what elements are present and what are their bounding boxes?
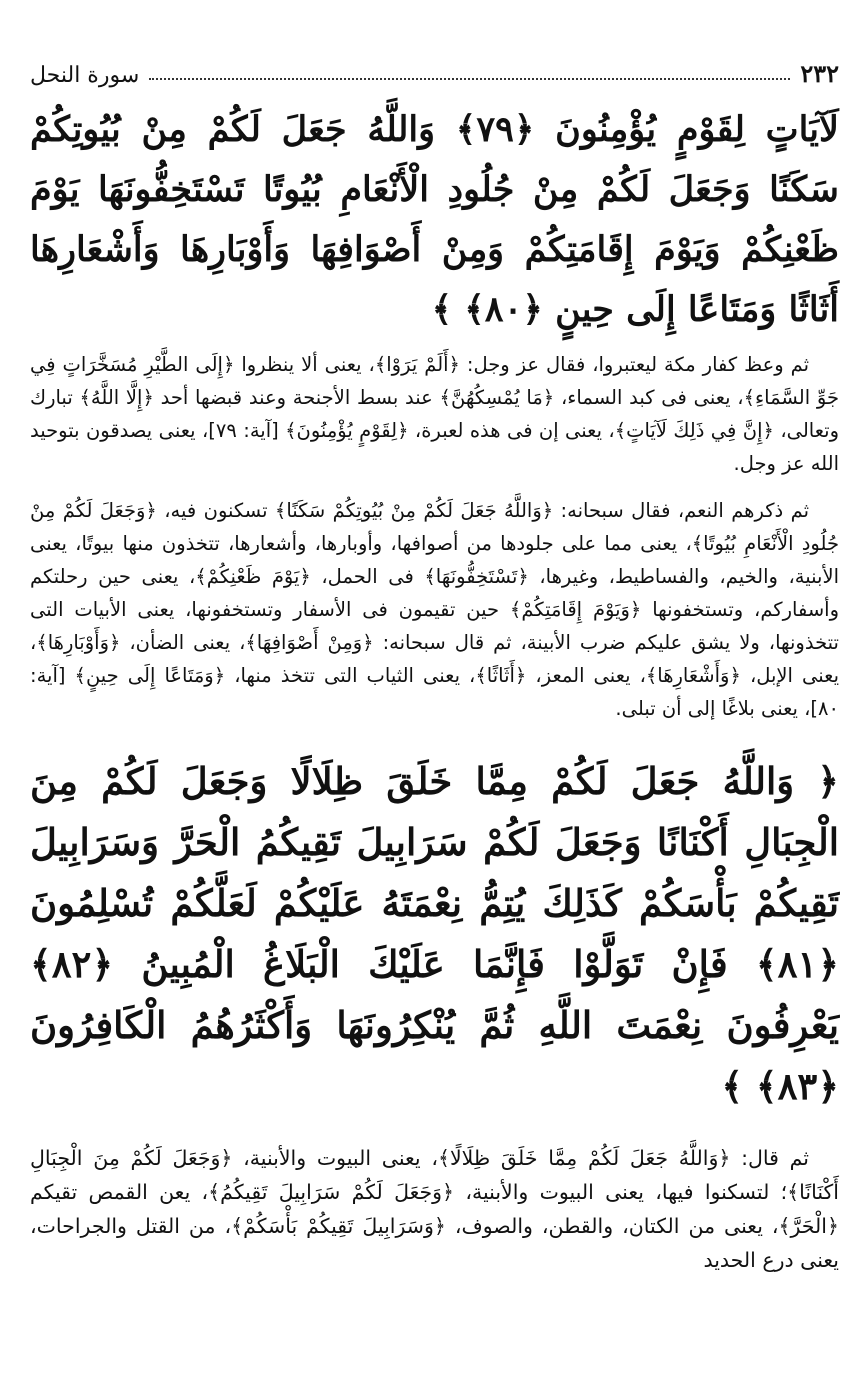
page-header bbox=[30, 56, 839, 88]
quran-verses-81-83: ﴿ وَاللَّهُ جَعَلَ لَكُمْ مِمَّا خَلَقَ ظِلَالًا وَجَعَلَ لَكُمْ مِنَ الْجِبَالِ أَكْنَانًا وَجَعَلَ لَكُمْ سَرَابِيلَ تَقِيكُمُ الْحَرَّ وَسَرَابِيلَ تَقِيكُمْ بَأْسَكُمْ كَذَلِكَ يُتِمُّ نِعْمَتَهُ عَلَيْكُمْ لَعَلَّكُمْ تُسْلِمُونَ ﴿٨١﴾ فَإِنْ تَوَلَّوْا فَإِنَّمَا عَلَيْكَ الْبَلَاغُ الْمُبِينُ ﴿٨٢﴾ يَعْرِفُونَ نِعْمَتَ اللَّهِ ثُمَّ يُنْكِرُونَهَا وَأَكْثَرُهُمُ الْكَافِرُونَ ﴿٨٣﴾ ﴾ bbox=[30, 759, 839, 1108]
header-dotted-leader bbox=[149, 78, 790, 80]
commentary-verse-79: ثم وعظ كفار مكة ليعتبروا، فقال عز وجل: ﴿أَلَمْ يَرَوْا﴾، يعنى ألا ينظروا ﴿إِلَى الطَّيْرِ مُسَخَّرَاتٍ فِي جَوِّ السَّمَاءِ﴾، يعنى فى كبد السماء، ﴿مَا يُمْسِكُهُنَّ﴾ عند بسط الأجنحة وعند قبضها أحد ﴿إِلَّا اللَّهُ﴾ تبارك وتعالى، ﴿إِنَّ فِي ذَلِكَ لَآيَاتٍ﴾، يعنى إن فى هذه لعبرة، ﴿لِقَوْمٍ يُؤْمِنُونَ﴾ [آية: ٧٩]، يعنى يصدقون بتوحيد الله عز وجل. bbox=[30, 353, 840, 475]
page-number: ٢٣٢ bbox=[800, 59, 839, 88]
page-content bbox=[30, 96, 839, 1277]
quran-verses-79-80: لَآيَاتٍ لِقَوْمٍ يُؤْمِنُونَ ﴿٧٩﴾ وَاللَّهُ جَعَلَ لَكُمْ مِنْ بُيُوتِكُمْ سَكَنًا وَجَعَلَ لَكُمْ مِنْ جُلُودِ الْأَنْعَامِ بُيُوتًا تَسْتَخِفُّونَهَا يَوْمَ ظَعْنِكُمْ وَيَوْمَ إِقَامَتِكُمْ وَمِنْ أَصْوَافِهَا وَأَوْبَارِهَا وَأَشْعَارِهَا أَثَاثًا وَمَتَاعًا إِلَى حِينٍ ﴿٨٠﴾ ﴾ bbox=[30, 109, 839, 330]
commentary-verse-80: ثم ذكرهم النعم، فقال سبحانه: ﴿وَاللَّهُ جَعَلَ لَكُمْ مِنْ بُيُوتِكُمْ سَكَنًا﴾ تسكنون فيه، ﴿وَجَعَلَ لَكُمْ مِنْ جُلُودِ الْأَنْعَامِ بُيُوتًا﴾، يعنى مما على جلودها من أصوافها، وأوبارها، وأشعارها، تتخذون منها بيوتًا، يعنى الأبنية، والخيم، والفساطيط، وغيرها، ﴿تَسْتَخِفُّونَهَا﴾ فى الحمل، ﴿يَوْمَ ظَعْنِكُمْ﴾، يعنى حين رحلتكم وأسفاركم، وتستخفونها ﴿وَيَوْمَ إِقَامَتِكُمْ﴾ حين تقيمون فى الأسفار وتستخفونها، يعنى الأبيات التى تتخذونها، ولا يشق عليكم ضرب الأبينة، ثم قال سبحانه: ﴿وَمِنْ أَصْوَافِهَا﴾، يعنى الضأن، ﴿وَأَوْبَارِهَا﴾، يعنى الإبل، ﴿وَأَشْعَارِهَا﴾، يعنى المعز، ﴿أَثَاثًا﴾، يعنى الثياب التى تتخذ منها، ﴿وَمَتَاعًا إِلَى حِينٍ﴾ [آية: ٨٠]، يعنى بلاغًا إلى أن تبلى. bbox=[30, 499, 839, 720]
surah-title: سورة النحل bbox=[30, 63, 140, 88]
commentary-verse-81: ثم قال: ﴿وَاللَّهُ جَعَلَ لَكُمْ مِمَّا خَلَقَ ظِلَالًا﴾، يعنى البيوت والأبنية، ﴿وَجَعَلَ لَكُمْ مِنَ الْجِبَالِ أَكْنَانًا﴾؛ لتسكنوا فيها، يعنى البيوت والأبنية، ﴿وَجَعَلَ لَكُمْ سَرَابِيلَ تَقِيكُمُ﴾، يعن القمص تقيكم ﴿الْحَرَّ﴾، يعنى من الكتان، والقطن، والصوف، ﴿وَسَرَابِيلَ تَقِيكُمْ بَأْسَكُمْ﴾، من القتل والجراحات، يعنى درع الحديد bbox=[30, 1146, 839, 1272]
